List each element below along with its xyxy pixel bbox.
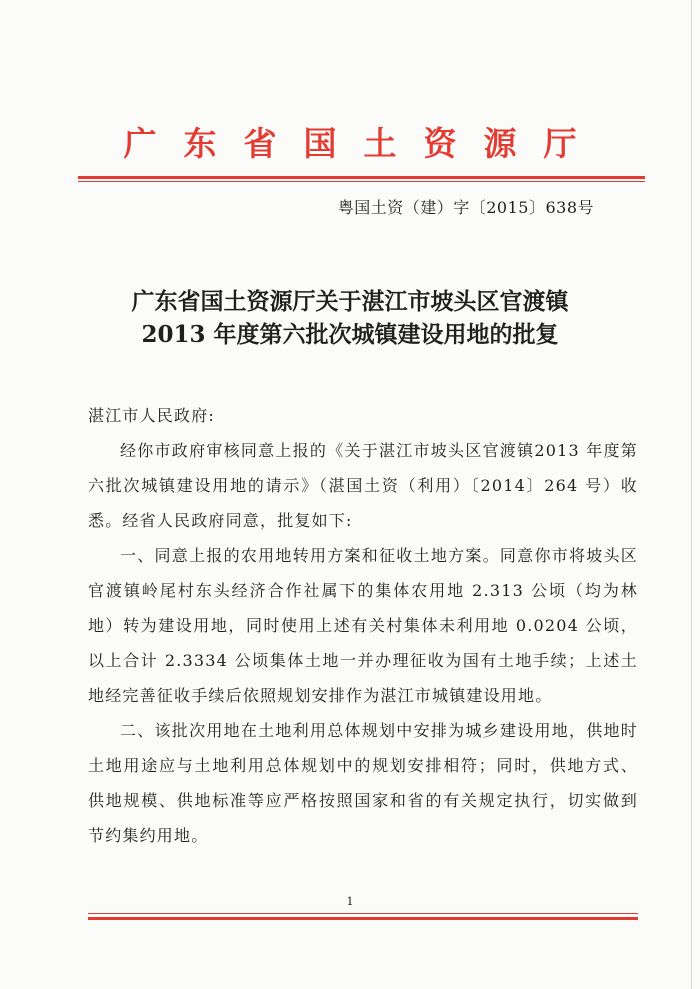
- footer-rule-thick: [88, 917, 638, 920]
- agency-header: 广东省国土资源厅: [123, 124, 604, 163]
- page-number: 1: [346, 895, 354, 908]
- document-title: [0, 285, 700, 351]
- paragraph-1: 经你市政府审核同意上报的《关于湛江市坡头区官渡镇2013 年度第六批次城镇建设用地的请示》（湛国土资（利用）〔2014〕264 号）收悉。经省人民政府同意，批复如下:: [88, 441, 638, 530]
- title-line-2: 2013 年度第六批次城镇建设用地的批复: [141, 321, 559, 348]
- paragraph-3: 二、该批次用地在土地利用总体规划中安排为城乡建设用地，供地时土地用途应与土地利用总体规划中的规划安排相符；同时，供地方式、供地规模、供地标准等应严格按照国家和省的有关规定执行，切实做到节约集约用地。: [88, 721, 638, 845]
- document-body: [88, 398, 638, 853]
- document-number: 粤国土资（建）字〔2015〕638号: [337, 198, 594, 217]
- addressee: 湛江市人民政府:: [88, 406, 215, 425]
- paragraph-2: 一、同意上报的农用地转用方案和征收土地方案。同意你市将坡头区官渡镇岭尾村东头经济合作社属下的集体农用地 2.313 公顷（均为林地）转为建设用地，同时使用上述有关村集体未利用地 0.0204 公顷，以上合计 2.3334 公顷集体土地一并办理征收为国有土地手续；上述土地经完善征收手续后依照规划安排作为湛江市城镇建设用地。: [88, 546, 638, 705]
- header-rule-thin: [78, 181, 645, 182]
- footer-rule-thin: [88, 913, 638, 914]
- header-rule-thick: [78, 176, 645, 179]
- title-line-1: 广东省国土资源厅关于湛江市坡头区官渡镇: [131, 288, 569, 315]
